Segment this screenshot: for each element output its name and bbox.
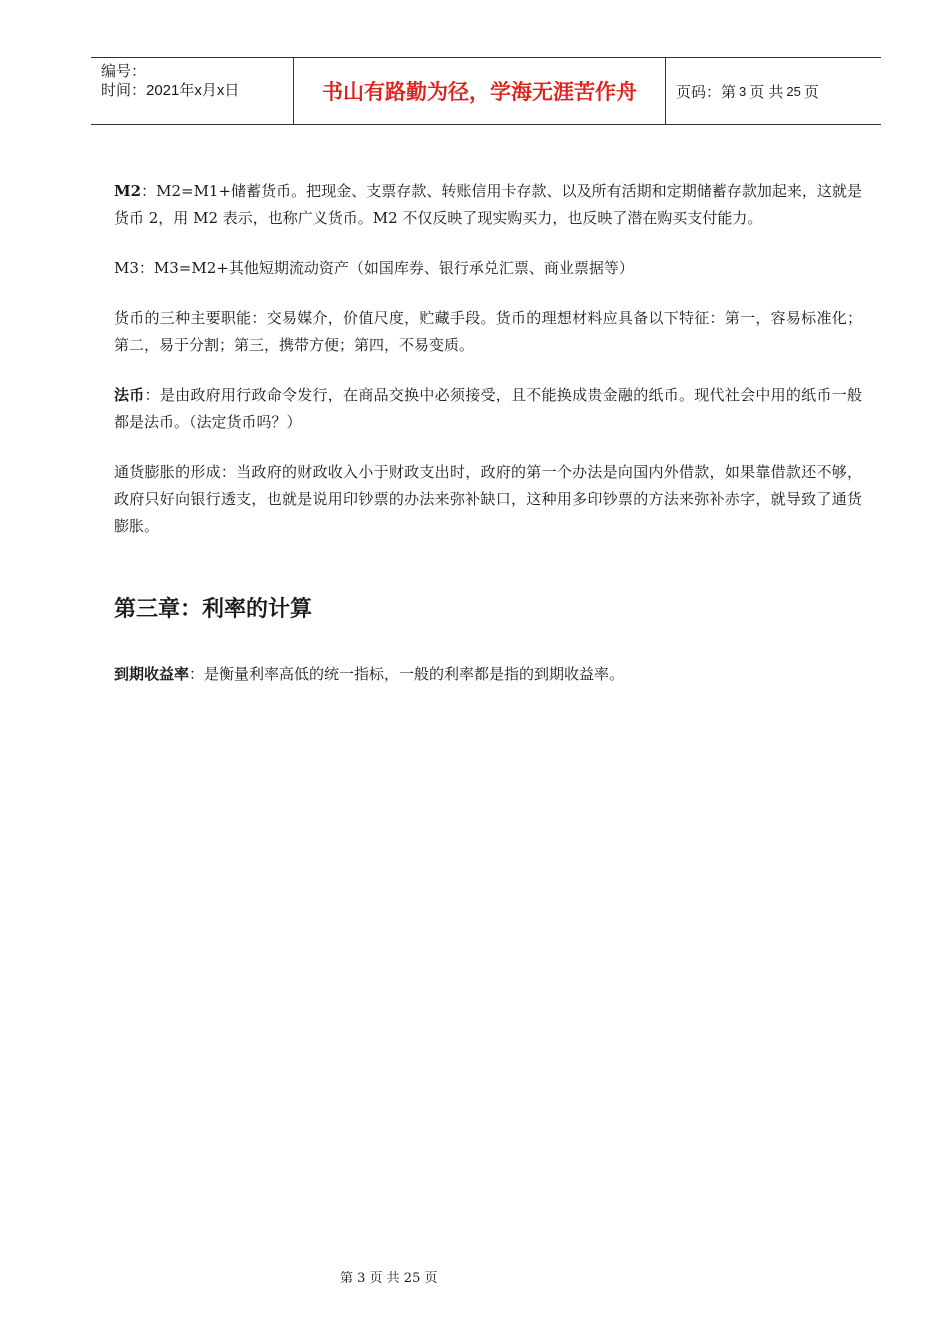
paragraph-inflation: 通货膨胀的形成：当政府的财政收入小于财政支出时，政府的第一个办法是向国内外借款，如果靠借款还不够，政府只好向银行透支，也就是说用印钞票的办法来弥补缺口，这种用多印钞票的方法来弥补赤字，就导致了通货膨胀。 [114,463,862,535]
page-prefix: 页码：第 [676,83,737,101]
chapter-heading: 第三章：利率的计算 [114,597,313,622]
paragraph-functions: 货币的三种主要职能：交易媒介，价值尺度，贮藏手段。货币的理想材料应具备以下特征：第一，容易标准化；第二，易于分割；第三，携带方便；第四，不易变质。 [114,309,862,354]
header-page-info [666,58,881,124]
ytm-text: ：是衡量利率高低的统一指标，一般的利率都是指的到期收益率。 [189,665,625,683]
m2-colon: ： [141,182,157,200]
page-current: 3 [739,83,747,99]
page-header [91,57,881,125]
term-ytm: 到期收益率 [114,665,190,683]
number-label: 编号： [101,63,147,80]
term-fiat: 法币 [114,386,145,404]
document-body [114,178,862,688]
term-m2: M2 [114,182,142,200]
paragraph-m3: M3：M3=M2+其他短期流动资产（如国库券、银行承兑汇票、商业票据等） [114,259,634,277]
fiat-text: ：是由政府用行政命令发行，在商品交换中必须接受，且不能换成贵金融的纸币。现代社会中用的纸币一般都是法币。（法定货币吗？） [114,386,862,431]
page-suffix: 页 [803,83,819,101]
page-total: 25 [786,83,801,99]
paragraph-m2 [114,178,862,232]
time-label: 时间：2021年x月x日 [101,82,240,99]
header-meta [91,58,293,124]
paragraph-fiat [114,382,862,436]
paragraph-ytm [114,661,862,688]
m2-text: M2=M1+储蓄货币。把现金、支票存款、转账信用卡存款、以及所有活期和定期储蓄存款加起来，这就是货币 2，用 M2 表示，也称广义货币。M2 不仅反映了现实购买力，也反映了潜在购买支付能力。 [114,182,862,227]
page-middle: 页 共 [749,83,784,101]
header-motto: 书山有路勤为径，学海无涯苦作舟 [293,58,666,124]
page-footer [0,1267,950,1286]
footer-page-number: 第 3 页 共 25 页 [340,1271,438,1286]
